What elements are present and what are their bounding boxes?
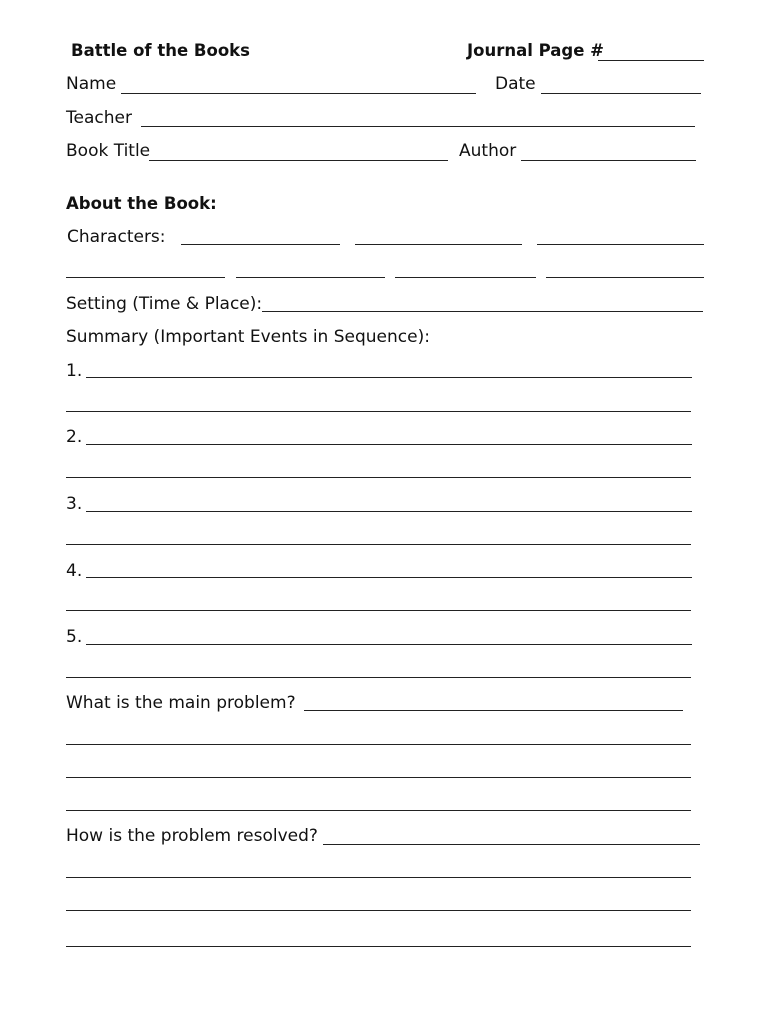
teacher-line[interactable] [141, 126, 695, 127]
event-line[interactable] [66, 411, 691, 412]
resolution-line[interactable] [66, 946, 691, 947]
event-line[interactable] [66, 477, 691, 478]
resolution-line[interactable] [323, 844, 700, 845]
event-number: 5. [66, 627, 83, 647]
setting-line[interactable] [262, 311, 703, 312]
event-line[interactable] [86, 644, 692, 645]
author-line[interactable] [521, 160, 696, 161]
book-title-label: Book Title [66, 141, 151, 161]
main-problem-line[interactable] [66, 777, 691, 778]
characters-label: Characters: [67, 227, 166, 247]
journal-page-line[interactable] [598, 60, 704, 61]
character-line-5[interactable] [236, 277, 385, 278]
date-line[interactable] [541, 93, 701, 94]
event-line[interactable] [66, 610, 691, 611]
event-line[interactable] [66, 544, 691, 545]
main-problem-line[interactable] [66, 744, 691, 745]
author-label: Author [459, 141, 517, 161]
event-number: 2. [66, 427, 83, 447]
main-problem-line[interactable] [304, 710, 683, 711]
character-line-1[interactable] [181, 244, 340, 245]
character-line-4[interactable] [66, 277, 225, 278]
name-label: Name [66, 74, 117, 94]
event-number: 4. [66, 561, 83, 581]
main-problem-label: What is the main problem? [66, 693, 296, 713]
main-problem-line[interactable] [66, 810, 691, 811]
book-title-line[interactable] [149, 160, 448, 161]
character-line-6[interactable] [395, 277, 536, 278]
event-line[interactable] [86, 511, 692, 512]
event-line[interactable] [86, 377, 692, 378]
worksheet-title: Battle of the Books [71, 41, 250, 60]
event-number: 3. [66, 494, 83, 514]
character-line-3[interactable] [537, 244, 704, 245]
event-line[interactable] [86, 444, 692, 445]
about-heading: About the Book: [66, 194, 217, 213]
resolution-label: How is the problem resolved? [66, 826, 318, 846]
event-number: 1. [66, 361, 83, 381]
name-line[interactable] [121, 93, 476, 94]
summary-label: Summary (Important Events in Sequence): [66, 327, 430, 347]
resolution-line[interactable] [66, 910, 691, 911]
character-line-2[interactable] [355, 244, 522, 245]
event-line[interactable] [86, 577, 692, 578]
teacher-label: Teacher [66, 108, 132, 128]
event-line[interactable] [66, 677, 691, 678]
journal-page-label: Journal Page # [467, 41, 604, 60]
date-label: Date [495, 74, 536, 94]
resolution-line[interactable] [66, 877, 691, 878]
character-line-7[interactable] [546, 277, 704, 278]
setting-label: Setting (Time & Place): [66, 294, 263, 314]
